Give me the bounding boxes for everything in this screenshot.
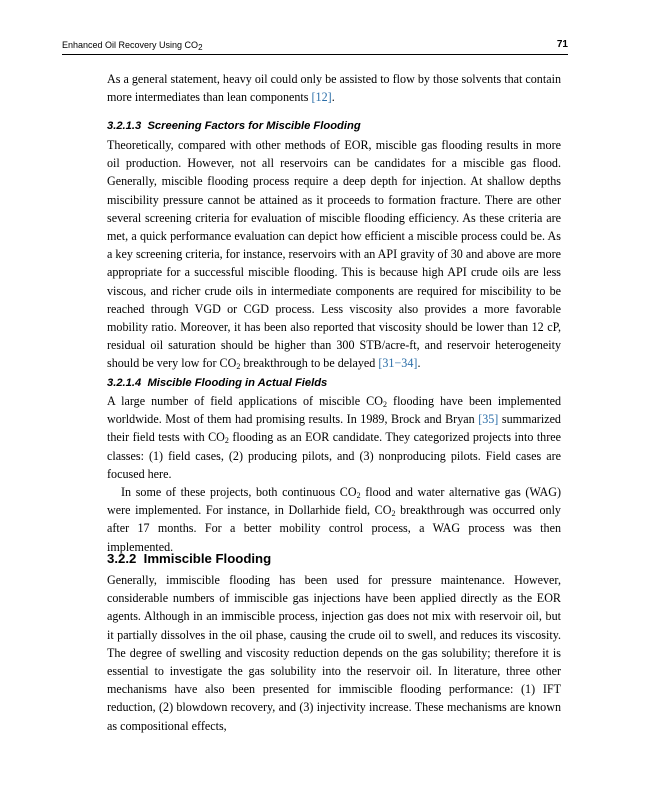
citation-link[interactable]: [35] (478, 412, 499, 427)
citation-link[interactable]: [31−34] (378, 356, 418, 371)
section-3213-body: Theoretically, compared with other methods of EOR, miscible gas flooding results in more oil production. However, not all reservoirs can be candidates for a miscible gas flood. Generally, miscible flooding process require a deep depth for injection. At shallow depths miscibility pressure cannot be attained as it proceeds to formation fracture. There are other several screening criteria for evaluation of miscible flooding efficiency. As these criteria are met, a quick performance evaluation can depict how efficient a miscible process could be. As a key screening criteria, for instance, reservoirs with an API gravity of 30 and above are more appropriate for a successful miscible flooding. This is because high API crude oils are less viscous, and richer crude oils in intermediate components are required for miscibility to be reached through VGD or CGD process. Less viscosity also provides a more favorable mobility ratio. Moreover, it has been also reported that viscosity should be lower than 12 cP, residual oil saturation should be higher than 300 STB/acre-ft, and reservoir heterogeneity should be very low for $CO_2$ breakthrough to be delayed [31−34]. (107, 138, 561, 372)
section-heading-3214: 3.2.1.4 Miscible Flooding in Actual Fields (107, 377, 328, 389)
page-number: 71 (556, 39, 568, 50)
running-head-title: Enhanced Oil Recovery Using $CO_2$ (62, 40, 203, 52)
running-head (62, 38, 568, 55)
section-heading-3213: 3.2.1.3 Screening Factors for Miscible Flooding (107, 120, 361, 132)
section-3214-body: A large number of field applications of miscible $CO_2$ flooding have been implemented worldwide. Most of them had promising results. In 1989, Brock and Bryan [35] summarized their field tests with $CO_2$ flooding as an EOR candidate. They categorized projects into three classes: (1) field cases, (2) producing pilots, and (3) nonproducing pilots. Field cases are focused here. In some of these projects, both continuous $CO_2$ flood and water alternative gas (WAG) were implemented. For instance, in Dollarhide field, $CO_2$ breakthrough was occurred only after 17 months. For a better mobility control process, a WAG process was then implemented. (107, 394, 562, 554)
citation-link[interactable]: [12] (311, 90, 332, 105)
intro-paragraph: As a general statement, heavy oil could only be assisted to flow by those solvents that contain more intermediates than lean components [12]. (107, 72, 561, 105)
section-heading-322: 3.2.2 Immiscible Flooding (107, 551, 272, 566)
section-322-body: Generally, immiscible flooding has been used for pressure maintenance. However, considerable numbers of immiscible gas injections have been applied directly as the EOR agents. Although in an immiscible process, injection gas does not mix with reservoir oil, but it partially dissolves in the oil phase, causing the crude oil to swell, and reduces its viscosity. The degree of swelling and viscosity reduction depends on the gas solubility; therefore it is essential to investigate the gas solubility into the reservoir oil. In literature, three other mechanisms have also been presented for immiscible flooding performance: (1) IFT reduction, (2) blowdown recovery, and (3) injectivity increase. These mechanisms are known as compositional effects, (107, 573, 561, 733)
